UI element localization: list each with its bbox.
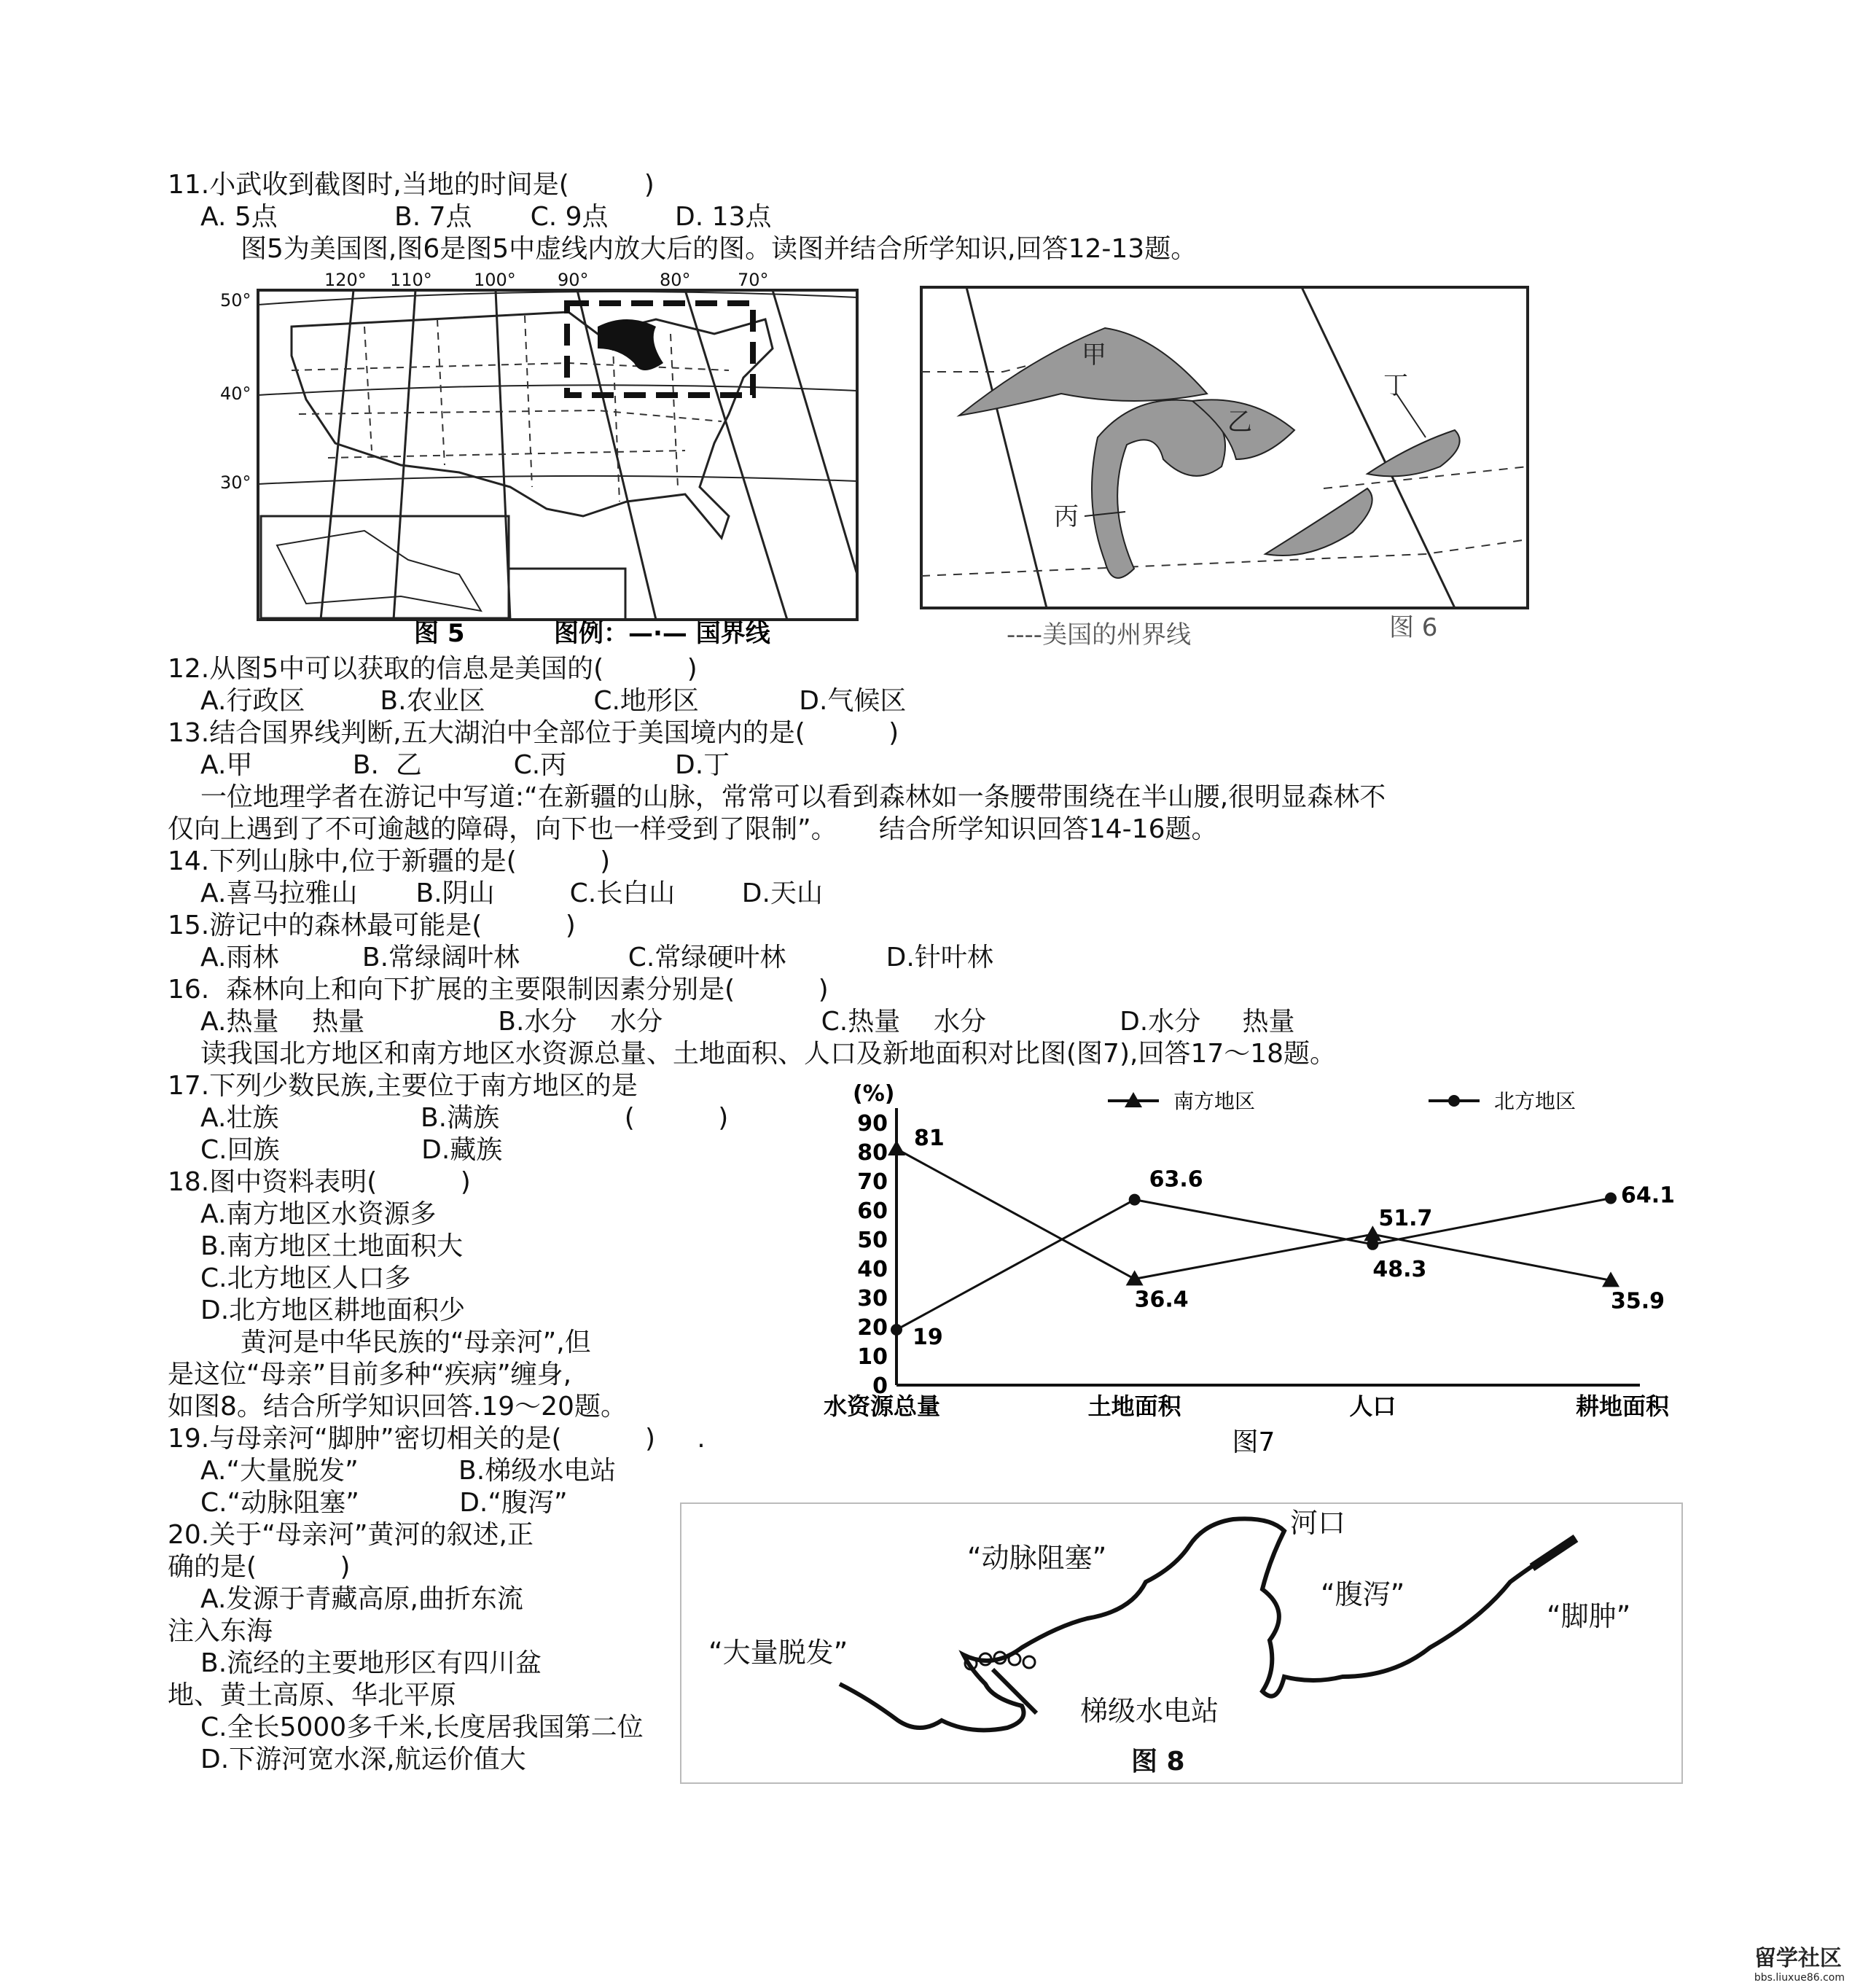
x-tick-label: 土地面积 [1087,1392,1181,1420]
lon-label: 100° [474,270,516,290]
fig6-legend: ----美国的州界线 [1007,620,1192,650]
data-label: 48.3 [1372,1256,1427,1282]
q14-options: A.喜马拉雅山 B.阴山 C.长白山 D.天山 [200,878,823,908]
data-label: 19 [913,1325,943,1350]
data-label: 81 [914,1126,945,1151]
data-label: 63.6 [1149,1166,1203,1193]
lon-label: 80° [660,270,691,290]
q20-option-a1: A.发源于青藏高原,曲折东流 [200,1584,523,1614]
q19-options-cd: C.“动脉阻塞” D.“腹泻” [200,1488,568,1518]
y-tick-label: 40 [857,1257,888,1282]
intro-19-20-line1: 黄河是中华民族的“母亲河”,但 [241,1328,591,1357]
label-artery-blockage: “动脉阻塞” [967,1542,1107,1574]
y-tick-label: 30 [857,1286,888,1311]
q20-stem-2: 确的是( ) [168,1552,351,1582]
great-lakes [598,319,663,370]
dam-pointer [993,1669,1036,1713]
q20-option-b2: 地、黄土高原、华北平原 [168,1680,457,1710]
chart-caption: 图7 [1232,1427,1275,1457]
q15-stem: 15.游记中的森林最可能是( ) [168,911,576,940]
x-tick-label: 耕地面积 [1575,1392,1669,1420]
lat-label: 30° [220,472,251,493]
q20-option-b1: B.流经的主要地形区有四川盆 [200,1648,542,1678]
q18-option-d: D.北方地区耕地面积少 [200,1295,466,1325]
lat-label: 50° [220,290,251,311]
q17-options-cd: C.回族 D.藏族 [200,1135,503,1165]
q13-stem: 13.结合国界线判断,五大湖泊中全部位于美国境内的是( ) [168,718,899,748]
lake-label-yi: 乙 [1227,408,1252,437]
intro-19-20-line3: 如图8。结合所学知识回答.19～20题。 [168,1392,627,1422]
figure-7-chart [816,1079,1691,1473]
q12-options: A.行政区 B.农业区 C.地形区 D.气候区 [200,686,907,716]
intro-14-16-line1: 一位地理学者在游记中写道:“在新疆的山脉，常常可以看到森林如一条腰带围绕在半山腰,很明显森林不 [200,782,1386,812]
q19-options-ab: A.“大量脱发” B.梯级水电站 [200,1456,617,1486]
y-tick-label: 50 [857,1228,888,1253]
q20-option-d: D.下游河宽水深,航运价值大 [200,1745,526,1774]
data-label: 35.9 [1611,1288,1665,1314]
q20-stem-1: 20.关于“母亲河”黄河的叙述,正 [168,1520,534,1550]
lakes [959,328,1460,578]
fig5-caption: 图 5 [414,619,465,647]
intro-14-16-line2: 仅向上遇到了不可逾越的障碍，向下也一样受到了限制”。 结合所学知识回答14-16题。 [168,814,1218,844]
hawaii-inset [509,569,625,620]
q12-stem: 12.从图5中可以获取的信息是美国的( ) [168,654,698,684]
intro-17-18: 读我国北方地区和南方地区水资源总量、土地面积、人口及新地面积对比图(图7),回答17～18题。 [200,1039,1337,1069]
lake-label-ding: 丁 [1383,371,1408,400]
intro-12-13: 图5为美国图,图6是图5中虚线内放大后的图。读图并结合所学知识,回答12-13题。 [241,234,1197,264]
data-point-circle [891,1324,902,1336]
data-label: 64.1 [1621,1182,1676,1209]
intro-19-20-line2: 是这位“母亲”目前多种“疾病”缠身, [168,1360,572,1389]
q15-options: A.雨林 B.常绿阔叶林 C.常绿硬叶林 D.针叶林 [200,943,993,972]
label-diarrhea: “腹泻” [1321,1578,1405,1610]
fig8-caption: 图 8 [1131,1747,1185,1777]
zoom-box [567,303,753,395]
series-line [896,1198,1611,1330]
fig6-caption: 图 6 [1389,613,1438,642]
data-label: 36.4 [1134,1287,1189,1313]
q17-options-ab: A.壮族 B.满族 ( ) [200,1103,729,1133]
latitude-lines [258,292,857,484]
state-lines [292,316,729,502]
label-estuary: 河口 [1290,1507,1346,1539]
us-outline [292,312,773,538]
label-hair-loss: “大量脱发” [708,1637,848,1669]
data-point-circle [1367,1239,1378,1250]
y-tick-label: 20 [857,1315,888,1341]
data-point-circle [1605,1193,1617,1204]
y-tick-label: 60 [857,1198,888,1224]
y-tick-label: 0 [872,1373,888,1399]
legend-label: 南方地区 [1173,1089,1256,1113]
series-line [896,1149,1611,1280]
fig5-legend: 图例：—·— 国界线 [554,619,770,647]
lon-label: 120° [324,270,367,290]
q18-option-c: C.北方地区人口多 [200,1263,411,1293]
figure-8-yellow-river [679,1502,1685,1786]
y-tick-label: 10 [857,1344,888,1370]
lat-label: 40° [220,383,251,404]
q16-options: A.热量 热量 B.水分 水分 C.热量 水分 D.水分 热量 [200,1007,1295,1037]
y-tick-label: 80 [857,1140,888,1166]
data-label: 51.7 [1378,1206,1433,1232]
label-foot-swelling: “脚肿” [1547,1600,1631,1632]
figure-6-great-lakes [915,284,1542,663]
q18-option-a: A.南方地区水资源多 [200,1199,437,1229]
lon-label: 110° [390,270,432,290]
q20-option-c: C.全长5000多千米,长度居我国第二位 [200,1712,644,1742]
q18-option-b: B.南方地区土地面积大 [200,1231,464,1261]
q16-stem: 16. 森林向上和向下扩展的主要限制因素分别是( ) [168,975,829,1005]
legend-label: 北方地区 [1494,1089,1576,1113]
data-point-circle [1129,1194,1141,1206]
figure-5-us-map [219,268,889,647]
alaska-inset [261,516,509,618]
label-cascade-dams: 梯级水电站 [1080,1695,1219,1727]
q13-options: A.甲 B. 乙 C.丙 D.丁 [200,750,730,780]
lon-label: 70° [738,270,769,290]
y-tick-label: 70 [857,1169,888,1195]
q20-option-a2: 注入东海 [168,1616,273,1646]
watermark-logo: 留学社区 bbs.liuxue86.com [1754,1946,1845,1984]
data-point-triangle [888,1140,905,1155]
y-axis-label: (%) [853,1081,895,1107]
x-tick-label: 人口 [1349,1392,1396,1420]
lake-label-jia: 甲 [1082,340,1106,370]
q11-stem: 11.小武收到截图时,当地的时间是( ) [168,170,655,200]
q19-stem: 19.与母亲河“脚肿”密切相关的是( ) . [168,1424,706,1454]
q18-stem: 18.图中资料表明( ) [168,1167,471,1197]
q11-options: A. 5点 B. 7点 C. 9点 D. 13点 [200,202,772,232]
longitude-lines [321,290,857,620]
x-tick-label: 水资源总量 [824,1392,941,1420]
lon-label: 90° [558,270,589,290]
q14-stem: 14.下列山脉中,位于新疆的是( ) [168,846,611,876]
legend-marker-circle [1448,1095,1460,1107]
y-tick-label: 90 [857,1111,888,1137]
lake-label-bing: 丙 [1054,502,1079,531]
q17-stem: 17.下列少数民族,主要位于南方地区的是 [168,1071,638,1101]
